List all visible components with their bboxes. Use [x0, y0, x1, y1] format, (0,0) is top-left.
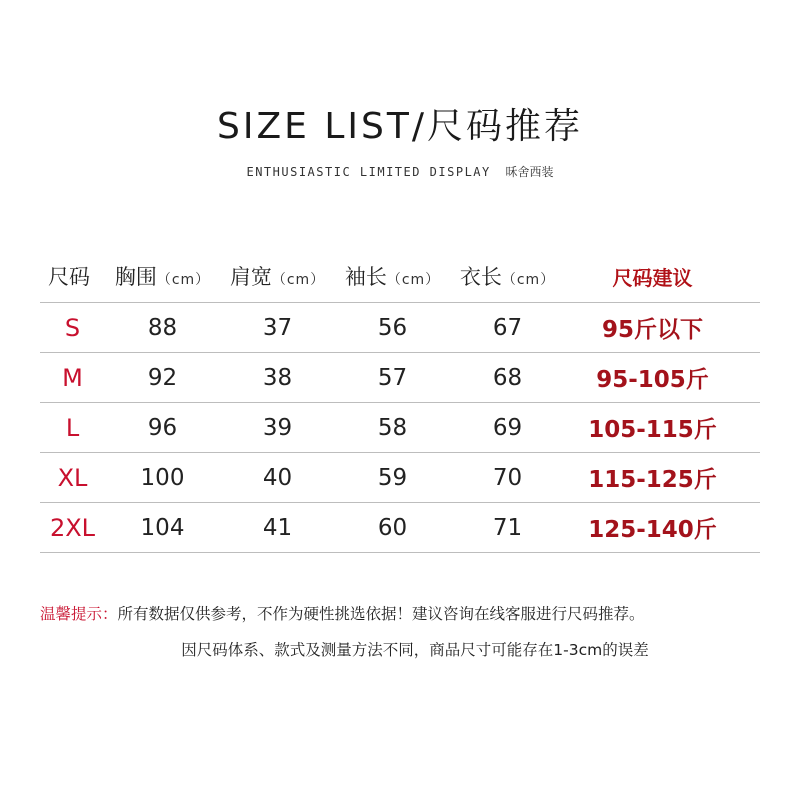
- unit-label: （cm）: [156, 272, 211, 288]
- note-label: 温馨提示：: [40, 605, 118, 623]
- table-header-row: [40, 250, 760, 303]
- chest-cell: 104: [140, 514, 185, 541]
- sleeve-cell: 56: [377, 314, 408, 341]
- note-text-1: 所有数据仅供参考，不作为硬性挑选依据！建议咨询在线客服进行尺码推荐。: [117, 605, 645, 623]
- table-row: [40, 353, 760, 403]
- recommend-cell: 95斤以下: [601, 317, 703, 343]
- size-cell: XL: [57, 463, 88, 492]
- shoulder-cell: 41: [262, 514, 293, 541]
- table-row: [40, 303, 760, 353]
- note-line-2: 因尺码体系、款式及测量方法不同，商品尺寸可能存在1-3cm的误差: [181, 641, 649, 659]
- page-subtitle: [0, 163, 800, 180]
- recommend-cell: 105-115斤: [588, 417, 717, 443]
- chest-cell: 96: [147, 414, 178, 441]
- subtitle-english: ENTHUSIASTIC LIMITED DISPLAY: [246, 165, 491, 179]
- table-row: [40, 453, 760, 503]
- recommend-cell: 95-105斤: [596, 367, 709, 393]
- header-size: 尺码: [48, 265, 90, 289]
- shoulder-cell: 38: [262, 364, 293, 391]
- table-row: [40, 503, 760, 553]
- header-chest: 胸围（cm）: [114, 265, 211, 289]
- header-recommend: 尺码建议: [612, 265, 693, 290]
- length-cell: 68: [492, 364, 523, 391]
- size-table: [40, 250, 760, 553]
- sleeve-cell: 58: [377, 414, 408, 441]
- unit-label: （cm）: [386, 272, 441, 288]
- sleeve-cell: 60: [377, 514, 408, 541]
- sleeve-cell: 57: [377, 364, 408, 391]
- subtitle-brand: 咊舍西装: [505, 165, 554, 179]
- recommend-cell: 115-125斤: [588, 467, 717, 493]
- page-title: SIZE LIST/尺码推荐: [217, 106, 583, 147]
- shoulder-cell: 39: [262, 414, 293, 441]
- length-cell: 71: [492, 514, 523, 541]
- header-shoulder: 肩宽（cm）: [229, 265, 326, 289]
- sleeve-cell: 59: [377, 464, 408, 491]
- length-cell: 69: [492, 414, 523, 441]
- size-cell: 2XL: [49, 513, 96, 542]
- recommend-cell: 125-140斤: [588, 517, 717, 543]
- chest-cell: 100: [140, 464, 185, 491]
- unit-label: （cm）: [271, 272, 326, 288]
- unit-label: （cm）: [501, 272, 556, 288]
- table-row: [40, 403, 760, 453]
- size-cell: M: [62, 363, 83, 392]
- length-cell: 67: [492, 314, 523, 341]
- length-cell: 70: [492, 464, 523, 491]
- shoulder-cell: 40: [262, 464, 293, 491]
- shoulder-cell: 37: [262, 314, 293, 341]
- size-cell: S: [64, 313, 81, 342]
- note-line-1: [40, 602, 780, 624]
- size-cell: L: [65, 413, 80, 442]
- header-sleeve: 袖长（cm）: [344, 265, 441, 289]
- chest-cell: 92: [147, 364, 178, 391]
- chest-cell: 88: [147, 314, 178, 341]
- header-length: 衣长（cm）: [459, 265, 556, 289]
